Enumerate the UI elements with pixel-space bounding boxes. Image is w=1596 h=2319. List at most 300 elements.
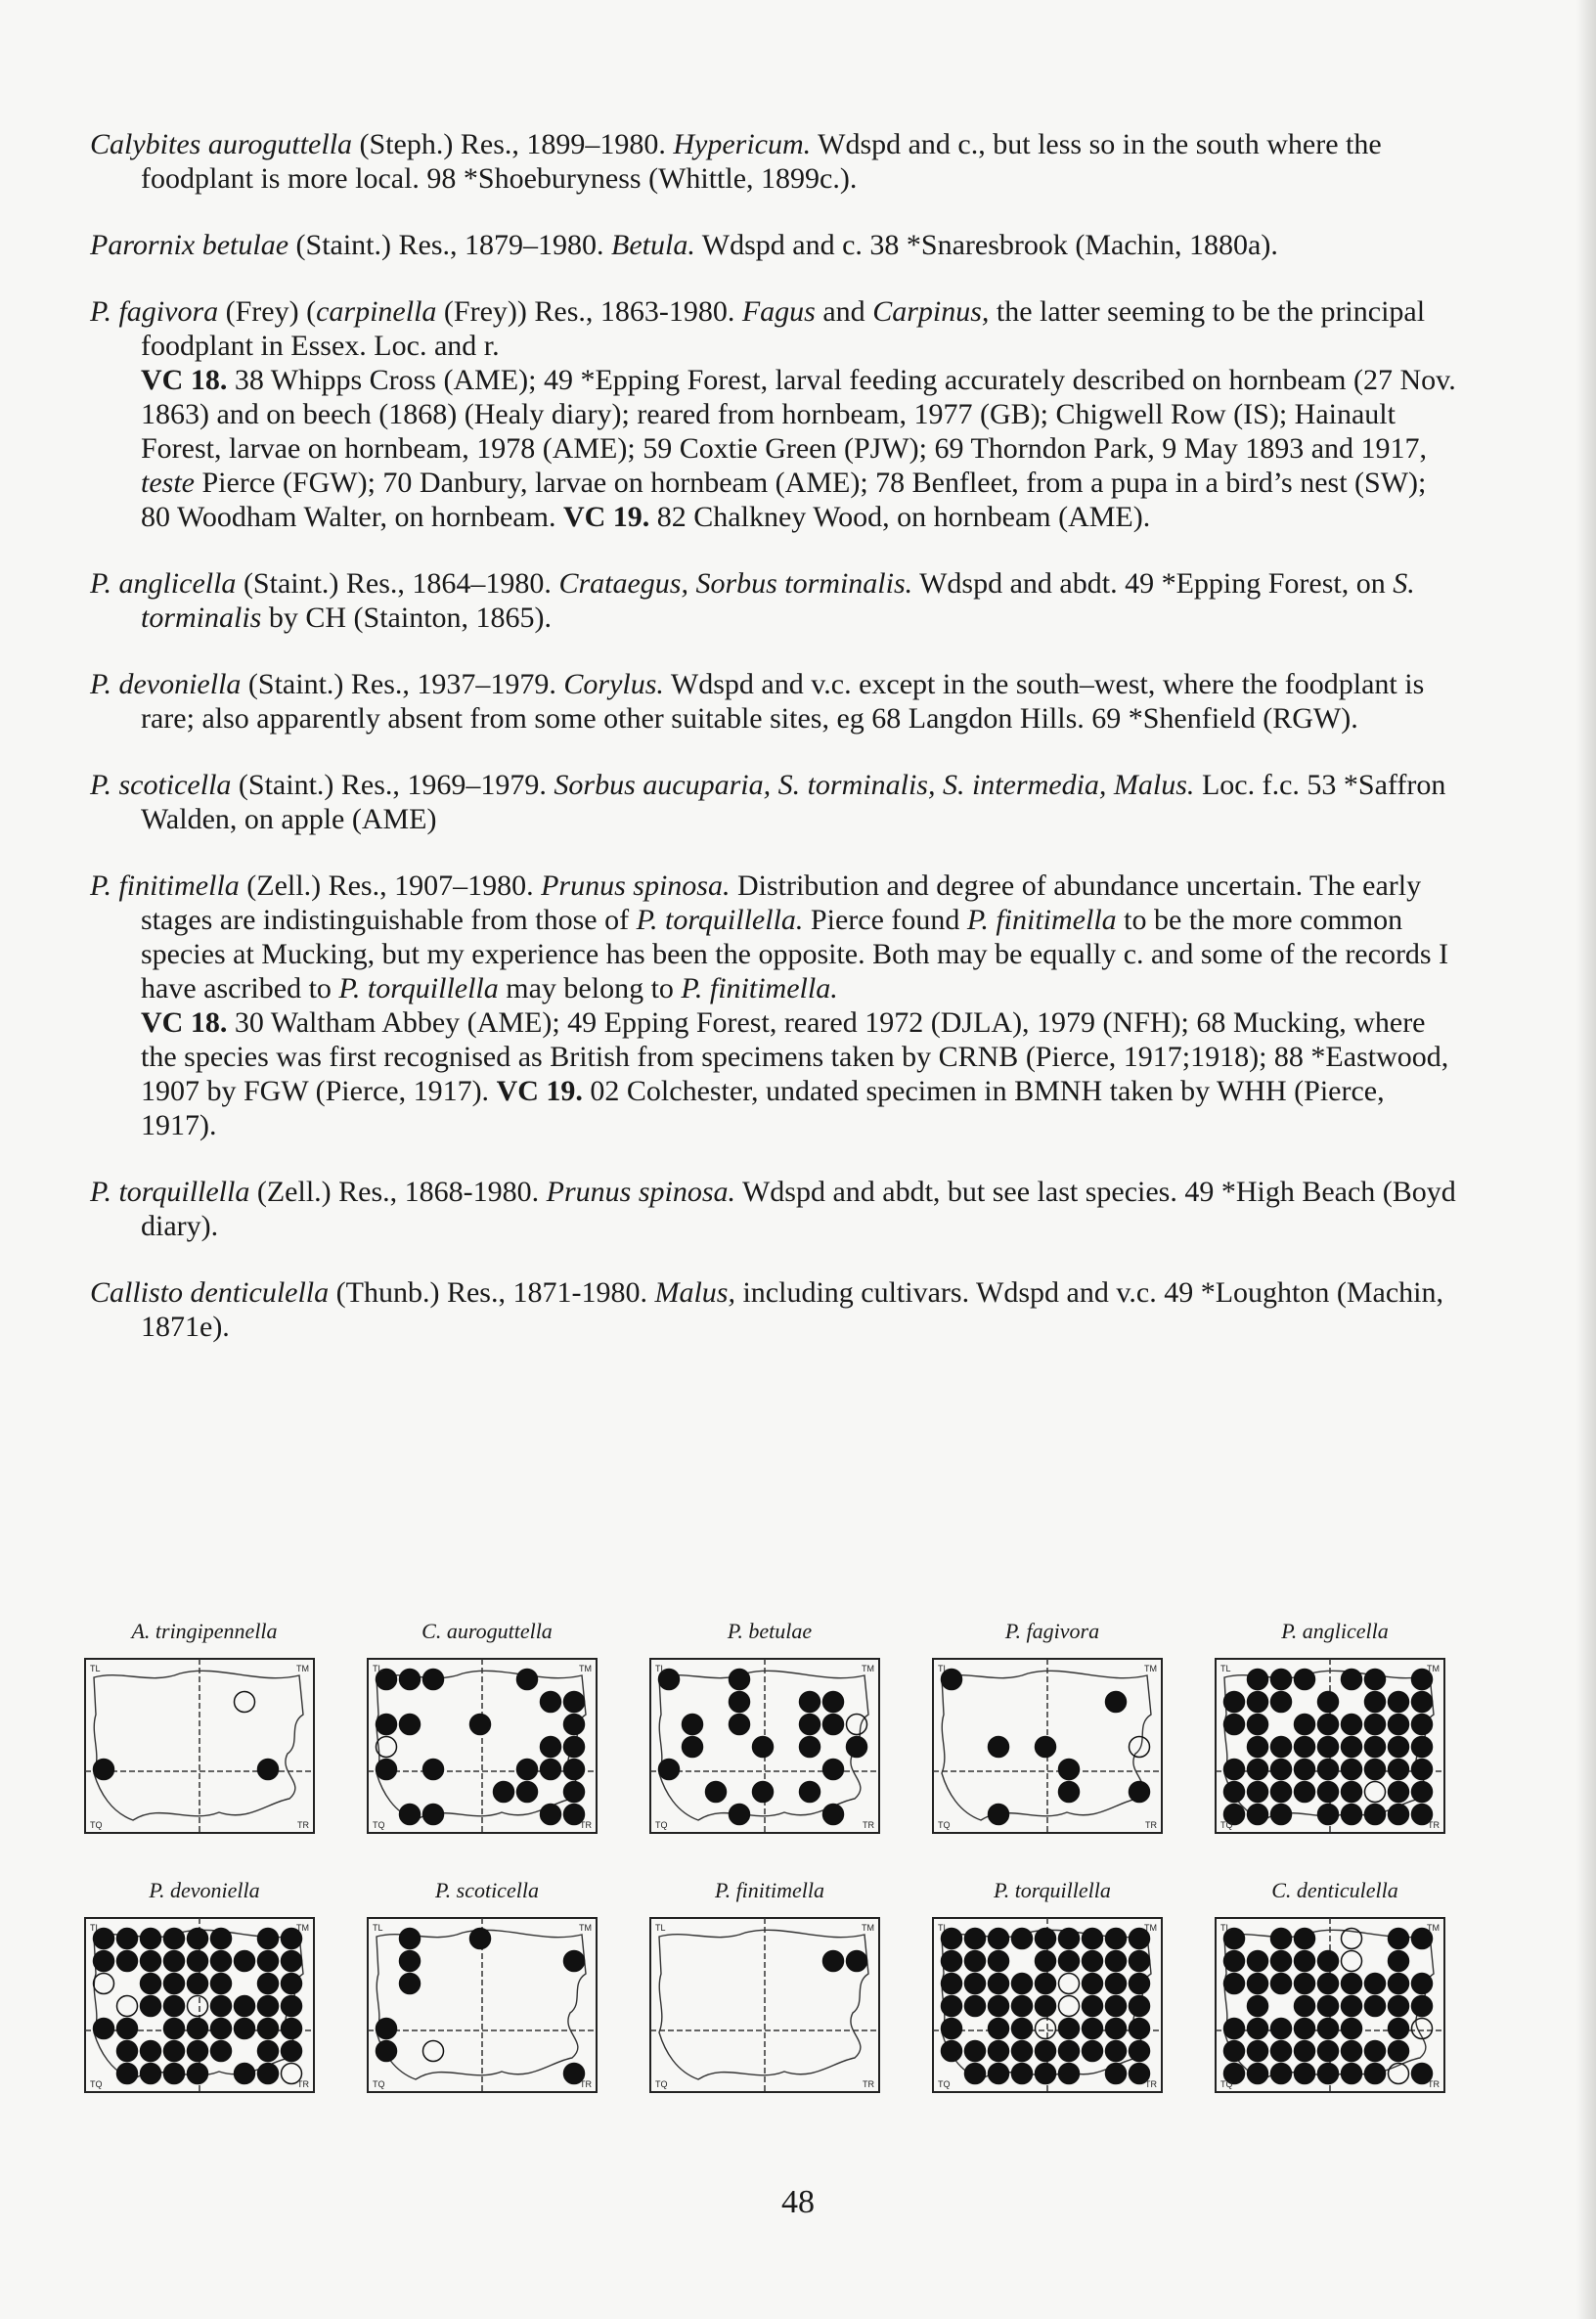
species-entry [90,566,1459,635]
record-dot [1342,1805,1362,1825]
record-dot [1389,1715,1409,1735]
distribution-map [930,1878,1175,2108]
grid-square-label: TL [1220,1923,1231,1933]
record-dot [847,1737,867,1758]
record-dot [1012,2064,1033,2084]
essex-map [930,1656,1165,1836]
essex-map [82,1656,317,1836]
record-dot [282,2019,302,2039]
record-dot [1389,2019,1409,2039]
record-dot [1224,1715,1245,1735]
pre-1960-record-dot [117,1996,138,2017]
record-dot [1059,2041,1080,2062]
grid-square-label: TQ [1220,1820,1233,1830]
record-dot [1318,1715,1339,1735]
record-dot [258,1929,279,1949]
entry-text: 38 Whipps Cross (AME); 49 *Epping Forest, larval feeding accurately described on hornbeam (27 Nov. 1863) and on beech (1868) (Healy diary); reared from hornbeam, 1977 (GB); Chigwell Row (IS); Hainault Forest, larvae on hornbeam, 1978 (AME); 59 Coxtie Green (PJW); 69 Thorndon Park, 9 May 1893 and 1917, [141,364,1456,465]
grid-square-label: TR [863,1820,874,1830]
record-dot [541,1760,561,1780]
record-dot [211,1974,232,1994]
entry-text: Wdspd and c. 38 *Snaresbrook (Machin, 1880a). [694,229,1278,261]
record-dot [211,1929,232,1949]
record-dot [258,1974,279,1994]
record-dot [1389,1782,1409,1803]
record-dot [1059,1929,1080,1949]
record-dot [188,2019,208,2039]
record-dot [1271,2041,1292,2062]
entry-text: Fagus [741,295,816,328]
record-dot [1130,2041,1150,2062]
grid-square-label: TR [1145,2079,1157,2089]
entry-text: 02 Colchester, undated specimen in BMNH taken by WHH (Pierce, 1917). [141,1075,1385,1141]
record-dot [1224,1951,1245,1972]
record-dot [400,1929,421,1949]
record-dot [494,1782,514,1803]
entry-text: Sorbus aucuparia, S. torminalis, S. intermedia, Malus. [554,769,1195,801]
grid-square-label: TM [1144,1664,1157,1673]
entry-text: carpinella [316,295,437,328]
entry-text: P. torquillella [90,1176,250,1208]
record-dot [1248,1974,1268,1994]
record-dot [377,1760,397,1780]
record-dot [1318,1782,1339,1803]
record-dot [989,1737,1009,1758]
record-dot [117,1951,138,1972]
entry-text: VC 18. [141,364,228,396]
record-dot [141,1996,161,2017]
record-dot [989,2064,1009,2084]
grid-square-label: TL [373,1923,383,1933]
record-dot [1389,1929,1409,1949]
map-species-label: P. scoticella [435,1878,539,1902]
entry-heading-paragraph [90,869,1459,1005]
entry-text: P. finitimella. [681,972,838,1004]
entry-text: Corylus. [563,668,664,700]
record-dot [1248,1782,1268,1803]
record-dot [1083,1951,1103,1972]
record-dot [1295,1782,1315,1803]
record-dot [1248,1737,1268,1758]
grid-square-label: TQ [90,2079,103,2089]
record-dot [258,2041,279,2062]
record-dot [823,1692,844,1713]
essex-map [1213,1915,1447,2095]
entry-heading-paragraph [90,566,1459,635]
record-dot [258,1760,279,1780]
entry-text: (Frey)) Res., 1863-1980. [436,295,742,328]
distribution-map [647,1878,892,2108]
entry-text: (Staint.) Res., 1937–1979. [241,668,564,700]
record-dot [1365,2041,1386,2062]
record-dot [1271,1951,1292,1972]
entry-text: P. devoniella [90,668,242,700]
grid-square-label: TL [1220,1664,1231,1673]
record-dot [1130,1974,1150,1994]
grid-square-label: TM [579,1923,592,1933]
entry-text: Crataegus, Sorbus torminalis. [558,567,913,600]
record-dot [541,1737,561,1758]
record-dot [1059,2019,1080,2039]
record-dot [1271,1782,1292,1803]
pre-1960-record-dot [1365,1782,1386,1803]
record-dot [1318,1737,1339,1758]
entry-text: P. fagivora [90,295,219,328]
pre-1960-record-dot [94,1974,114,1994]
entry-text: Pierce (FGW); 70 Danbury, larvae on hornbeam (AME); 78 Benfleet, from a pupa in a bird’s nest (SW); 80 Woodham Walter, on hornbeam. [141,467,1427,533]
distribution-map [1213,1619,1457,1849]
species-entry [90,667,1459,736]
record-dot [942,1974,962,1994]
record-dot [1130,1996,1150,2017]
record-dot [1036,1974,1056,1994]
record-dot [1412,1974,1433,1994]
record-dot [94,2019,114,2039]
record-dot [1012,2019,1033,2039]
record-dot [1389,1996,1409,2017]
grid-square-label: TL [938,1664,949,1673]
record-dot [1365,1760,1386,1780]
record-dot [1365,1737,1386,1758]
record-dot [1083,1974,1103,1994]
record-dot [470,1715,491,1735]
record-dot [1295,1715,1315,1735]
grid-square-label: TR [1145,1820,1157,1830]
record-dot [282,2041,302,2062]
record-dot [1248,1996,1268,2017]
record-dot [1318,2019,1339,2039]
record-dot [989,1929,1009,1949]
entry-text: to be the more common species at Mucking, but my experience has been the opposite. Both may be equally c. and some of the records I have ascribed to [141,904,1449,1004]
species-entry [90,228,1459,262]
record-dot [730,1692,750,1713]
record-dot [282,1951,302,1972]
grid-square-label: TM [1427,1923,1440,1933]
record-dot [211,2019,232,2039]
record-dot [1342,1737,1362,1758]
record-dot [400,1951,421,1972]
record-dot [706,1782,727,1803]
record-dot [1271,2019,1292,2039]
record-dot [258,1996,279,2017]
record-dot [1318,1692,1339,1713]
grid-square-label: TR [863,2079,874,2089]
record-dot [117,1929,138,1949]
record-dot [564,1692,585,1713]
grid-square-label: TM [1144,1923,1157,1933]
distribution-maps [82,1619,1451,2137]
record-dot [1271,1670,1292,1690]
entry-heading-paragraph [90,768,1459,836]
record-dot [1318,1760,1339,1780]
record-dot [258,2019,279,2039]
record-dot [1342,1782,1362,1803]
record-dot [1389,1805,1409,1825]
entry-text: Wdspd and c., but less so in the south where the foodplant is more local. 98 *Shoeburyness (Whittle, 1899c.). [141,128,1382,195]
entry-text: (Staint.) Res., 1864–1980. [236,567,559,600]
record-dot [141,2041,161,2062]
grid-square-label: TR [1428,2079,1440,2089]
record-dot [1106,1929,1127,1949]
record-dot [1389,2041,1409,2062]
grid-square-label: TL [655,1923,666,1933]
record-dot [188,1929,208,1949]
record-dot [1389,1737,1409,1758]
record-dot [1106,1974,1127,1994]
record-dot [470,1929,491,1949]
grid-square-label: TQ [1220,2079,1233,2089]
record-dot [1248,1805,1268,1825]
record-dot [164,2019,185,2039]
map-species-label: P. betulae [727,1619,813,1643]
grid-square-label: TL [655,1664,666,1673]
record-dot [1318,1951,1339,1972]
record-dot [1106,1996,1127,2017]
record-dot [1083,2041,1103,2062]
entry-text: by CH (Stainton, 1865). [261,602,553,634]
record-dot [1365,1692,1386,1713]
entry-heading-paragraph [90,1175,1459,1243]
map-species-label: P. devoniella [149,1878,260,1902]
record-dot [1248,2019,1268,2039]
record-dot [1036,1996,1056,2017]
record-dot [1295,1760,1315,1780]
record-dot [730,1670,750,1690]
record-dot [188,1951,208,1972]
record-dot [1106,2064,1127,2084]
entry-text: (Staint.) Res., 1879–1980. [288,229,612,261]
record-dot [1083,2019,1103,2039]
entry-text: (Staint.) Res., 1969–1979. [231,769,554,801]
record-dot [1106,2041,1127,2062]
record-dot [800,1692,820,1713]
record-dot [1295,2019,1315,2039]
entry-text: Pierce found [803,904,967,936]
record-dot [1342,1715,1362,1735]
entry-heading-paragraph [90,228,1459,262]
entry-text: P. scoticella [90,769,232,801]
pre-1960-record-dot [847,1715,867,1735]
page-edge-shadow [1576,0,1596,2319]
record-dot [1271,1692,1292,1713]
record-dot [235,1996,255,2017]
entry-heading-paragraph [90,667,1459,736]
record-dot [1012,1996,1033,2017]
entry-heading-paragraph [90,1275,1459,1344]
grid-square-label: TQ [373,1820,385,1830]
entry-text: (Frey) ( [218,295,317,328]
record-dot [564,1951,585,1972]
record-dot [1295,1951,1315,1972]
record-dot [942,1996,962,2017]
entry-text: Carpinus, [872,295,990,328]
record-dot [164,2041,185,2062]
record-dot [965,2041,986,2062]
record-dot [1365,1996,1386,2017]
record-dot [117,2019,138,2039]
record-dot [1130,1951,1150,1972]
record-dot [1224,1974,1245,1994]
essex-map [365,1656,599,1836]
record-dot [989,1996,1009,2017]
record-dot [1318,1974,1339,1994]
record-dot [141,2064,161,2084]
record-dot [753,1737,774,1758]
entry-text: Wdspd and abdt, but see last species. 49 *High Beach (Boyd diary). [141,1176,1456,1242]
entry-text: S. torminalis [141,567,1415,634]
grid-square-label: TR [1428,1820,1440,1830]
entry-text: Parornix betulae [90,229,289,261]
record-dot [94,1951,114,1972]
record-dot [1012,2041,1033,2062]
distribution-map [930,1619,1175,1849]
record-dot [965,1974,986,1994]
distribution-map [647,1619,892,1849]
record-dot [965,1951,986,1972]
record-dot [965,1996,986,2017]
record-dot [377,2019,397,2039]
record-dot [117,2064,138,2084]
record-dot [1248,1951,1268,1972]
grid-square-label: TL [90,1664,101,1673]
essex-map [82,1915,317,2095]
record-dot [564,1760,585,1780]
record-dot [258,2064,279,2084]
record-dot [942,2041,962,2062]
entry-text: teste [141,467,195,499]
record-dot [800,1715,820,1735]
record-dot [1059,2064,1080,2084]
record-dot [1342,1760,1362,1780]
record-dot [1083,1996,1103,2017]
distribution-map [365,1619,609,1849]
record-dot [1130,2019,1150,2039]
record-dot [1342,1996,1362,2017]
entry-text: P. finitimella [966,904,1117,936]
record-dot [823,1805,844,1825]
record-dot [683,1715,703,1735]
grid-square-label: TQ [938,2079,951,2089]
species-entry [90,1175,1459,1243]
record-dot [1295,1737,1315,1758]
essex-map [1213,1656,1447,1836]
map-species-label: P. torquillella [994,1878,1111,1902]
entry-record-paragraph [141,1005,1459,1142]
record-dot [1295,2041,1315,2062]
grid-square-label: TM [296,1664,309,1673]
entry-text: 82 Chalkney Wood, on hornbeam (AME). [649,501,1151,533]
record-dot [117,2041,138,2062]
record-dot [1059,1782,1080,1803]
grid-square-label: TM [862,1923,874,1933]
record-dot [1224,1782,1245,1803]
entry-text: 30 Waltham Abbey (AME); 49 Epping Forest, reared 1972 (DJLA), 1979 (NFH); 68 Mucking, where the species was first recognised as British from specimens taken by CRNB (Pierce, 1917;1918); 88 *Eastwood, 1907 by FGW (Pierce, 1917). [141,1006,1449,1107]
entry-text: the latter seeming to be the principal foodplant in Essex. Loc. and r. [141,295,1426,362]
entry-text: Wdspd and v.c. except in the south–west, where the foodplant is rare; also apparently absent from some other suitable sites, eg 68 Langdon Hills. 69 *Shenfield (RGW). [141,668,1425,735]
record-dot [235,2064,255,2084]
entry-text: P. finitimella [90,870,240,902]
pre-1960-record-dot [1130,1737,1150,1758]
pre-1960-record-dot [235,1692,255,1713]
record-dot [282,1996,302,2017]
record-dot [141,1951,161,1972]
record-dot [1106,1951,1127,1972]
grid-square-label: TL [90,1923,101,1933]
record-dot [423,1805,444,1825]
pre-1960-record-dot [1036,2019,1056,2039]
record-dot [730,1805,750,1825]
grid-line [650,1918,879,2092]
record-dot [942,2019,962,2039]
entry-text: Betula. [611,229,695,261]
entry-text: P. torquillella [338,972,499,1004]
grid-square-label: TR [580,1820,592,1830]
record-dot [1412,1715,1433,1735]
record-dot [1412,1996,1433,2017]
entry-text: Wdspd and abdt. 49 *Epping Forest, on [912,567,1394,600]
record-dot [211,1951,232,1972]
record-dot [517,1782,538,1803]
record-dot [1389,1951,1409,1972]
map-species-label: P. fagivora [1004,1619,1100,1643]
record-dot [1271,1974,1292,1994]
record-dot [1224,2041,1245,2062]
record-dot [1248,1760,1268,1780]
record-dot [211,2041,232,2062]
record-dot [541,1805,561,1825]
record-dot [1248,1670,1268,1690]
record-dot [965,2064,986,2084]
record-dot [235,2019,255,2039]
record-dot [683,1737,703,1758]
record-dot [564,1782,585,1803]
record-dot [541,1692,561,1713]
record-dot [1248,1692,1268,1713]
entry-text: Calybites auroguttella [90,128,353,160]
record-dot [965,1929,986,1949]
distribution-map [365,1878,609,2108]
record-dot [989,2019,1009,2039]
record-dot [188,2064,208,2084]
record-dot [1295,2064,1315,2084]
record-dot [517,1670,538,1690]
record-dot [1412,1782,1433,1803]
record-dot [1036,1951,1056,1972]
grid-square-label: TR [297,1820,309,1830]
record-dot [188,1974,208,1994]
record-dot [1036,2064,1056,2084]
entry-heading-paragraph [90,294,1459,363]
record-dot [164,1974,185,1994]
grid-square-label: TM [1427,1664,1440,1673]
map-frame [650,1918,879,2092]
record-dot [1412,1692,1433,1713]
record-dot [1130,1782,1150,1803]
record-dot [800,1782,820,1803]
record-dot [164,1996,185,2017]
record-dot [1248,2064,1268,2084]
record-dot [823,1951,844,1972]
record-dot [1036,2041,1056,2062]
entry-text: (Zell.) Res., 1868-1980. [249,1176,547,1208]
record-dot [188,2041,208,2062]
entry-text: may belong to [498,972,682,1004]
entry-text: Prunus spinosa. [546,1176,735,1208]
record-dot [1224,1692,1245,1713]
grid-square-label: TQ [938,1820,951,1830]
record-dot [1342,1974,1362,1994]
map-species-label: C. auroguttella [421,1619,553,1643]
record-dot [377,2041,397,2062]
